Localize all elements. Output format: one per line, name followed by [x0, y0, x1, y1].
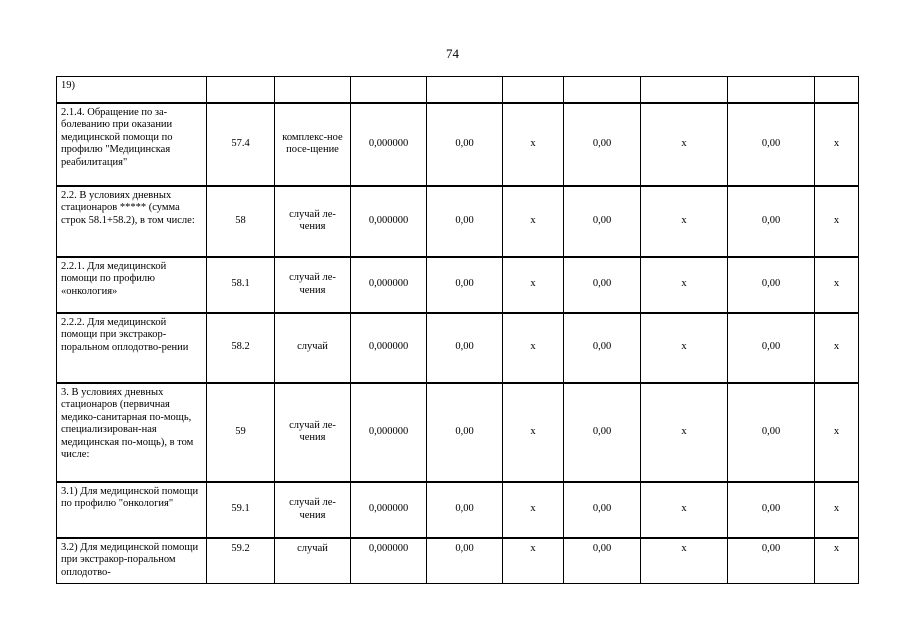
- row-value-2: 0,00: [427, 482, 503, 538]
- row-value-3: х: [503, 538, 564, 584]
- row-value-6: 0,00: [728, 538, 815, 584]
- row-line-number: 58.1: [207, 257, 275, 313]
- row-unit: случай ле-чения: [275, 383, 351, 482]
- row-name: 3. В условиях дневных стационаров (первичная медико-санитарная по-мощь, специализирован-ная медицинская по-мощь), в том числе:: [57, 383, 207, 482]
- row-value-2: 0,00: [427, 257, 503, 313]
- row-value-7: х: [815, 257, 859, 313]
- row-value-7: х: [815, 482, 859, 538]
- row-value-2: 0,00: [427, 383, 503, 482]
- row-value-7: х: [815, 313, 859, 383]
- row-name: 3.2) Для медицинской помощи при экстракор-поральном оплодотво-: [57, 538, 207, 584]
- row-value-6: 0,00: [728, 313, 815, 383]
- row-value-4: 0,00: [564, 257, 641, 313]
- table-row: [57, 103, 859, 186]
- row-value-3: х: [503, 383, 564, 482]
- row-value-1: 0,000000: [351, 186, 427, 257]
- row-line-number: 59.1: [207, 482, 275, 538]
- row-value-1: [351, 77, 427, 103]
- row-value-5: х: [641, 482, 728, 538]
- row-name: 2.2.1. Для медицинской помощи по профилю «онкология»: [57, 257, 207, 313]
- row-value-6: 0,00: [728, 257, 815, 313]
- row-unit: случай: [275, 313, 351, 383]
- row-value-3: х: [503, 186, 564, 257]
- row-name: 2.2.2. Для медицинской помощи при экстракор-поральном оплодотво-рении: [57, 313, 207, 383]
- row-line-number: 58: [207, 186, 275, 257]
- row-value-5: х: [641, 538, 728, 584]
- row-unit: [275, 77, 351, 103]
- table-row: [57, 538, 859, 584]
- row-unit: случай ле-чения: [275, 186, 351, 257]
- row-name: 3.1) Для медицинской помощи по профилю "онкология": [57, 482, 207, 538]
- row-name: 2.2. В условиях дневных стационаров ***** (сумма строк 58.1+58.2), в том числе:: [57, 186, 207, 257]
- table-row: [57, 313, 859, 383]
- row-value-4: 0,00: [564, 538, 641, 584]
- row-value-1: 0,000000: [351, 257, 427, 313]
- row-value-6: 0,00: [728, 482, 815, 538]
- row-value-6: 0,00: [728, 186, 815, 257]
- page-number: 74: [446, 46, 459, 61]
- row-unit: комплекс-ное посе-щение: [275, 103, 351, 186]
- row-value-6: [728, 77, 815, 103]
- row-line-number: 59.2: [207, 538, 275, 584]
- row-unit: случай ле-чения: [275, 482, 351, 538]
- table-row: [57, 482, 859, 538]
- row-value-7: х: [815, 103, 859, 186]
- row-name: 19): [57, 77, 207, 103]
- table-row: [57, 186, 859, 257]
- row-value-5: х: [641, 186, 728, 257]
- row-value-5: х: [641, 383, 728, 482]
- row-line-number: 59: [207, 383, 275, 482]
- row-unit: случай ле-чения: [275, 257, 351, 313]
- row-line-number: 58.2: [207, 313, 275, 383]
- row-value-5: х: [641, 257, 728, 313]
- row-value-4: 0,00: [564, 383, 641, 482]
- row-value-1: 0,000000: [351, 383, 427, 482]
- row-line-number: [207, 77, 275, 103]
- row-value-7: [815, 77, 859, 103]
- row-value-5: [641, 77, 728, 103]
- row-value-3: х: [503, 257, 564, 313]
- row-value-2: 0,00: [427, 103, 503, 186]
- row-value-3: [503, 77, 564, 103]
- row-value-2: 0,00: [427, 313, 503, 383]
- row-value-7: х: [815, 383, 859, 482]
- row-value-4: [564, 77, 641, 103]
- row-value-3: х: [503, 103, 564, 186]
- row-value-1: 0,000000: [351, 482, 427, 538]
- row-value-4: 0,00: [564, 313, 641, 383]
- row-line-number: 57.4: [207, 103, 275, 186]
- row-value-1: 0,000000: [351, 538, 427, 584]
- row-value-6: 0,00: [728, 383, 815, 482]
- row-value-2: 0,00: [427, 186, 503, 257]
- row-value-6: 0,00: [728, 103, 815, 186]
- row-value-7: х: [815, 186, 859, 257]
- row-value-7: х: [815, 538, 859, 584]
- table-row: [57, 383, 859, 482]
- row-value-3: х: [503, 482, 564, 538]
- row-value-3: х: [503, 313, 564, 383]
- table-row: [57, 77, 859, 103]
- row-value-4: 0,00: [564, 103, 641, 186]
- row-name: 2.1.4. Обращение по за-болеванию при оказании медицинской помощи по профилю "Медицинская реабилитация": [57, 103, 207, 186]
- table-row: [57, 257, 859, 313]
- row-value-1: 0,000000: [351, 103, 427, 186]
- row-value-5: х: [641, 313, 728, 383]
- row-value-4: 0,00: [564, 186, 641, 257]
- data-table: [56, 76, 859, 584]
- row-value-2: 0,00: [427, 538, 503, 584]
- row-unit: случай: [275, 538, 351, 584]
- row-value-2: [427, 77, 503, 103]
- row-value-1: 0,000000: [351, 313, 427, 383]
- row-value-4: 0,00: [564, 482, 641, 538]
- row-value-5: х: [641, 103, 728, 186]
